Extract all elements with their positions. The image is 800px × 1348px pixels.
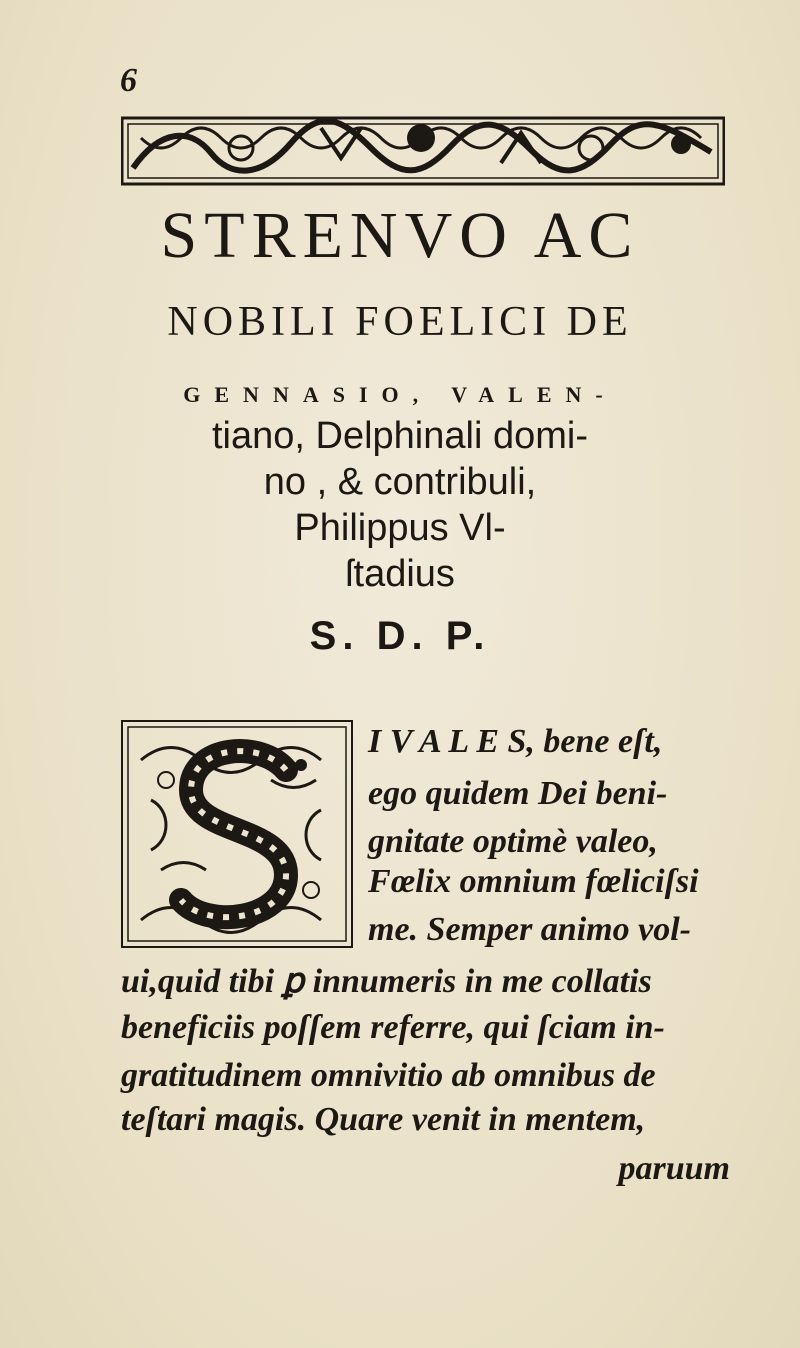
dedication-line-3: Philippus Vl-	[294, 507, 506, 549]
title-line-1: STRENVO AC	[160, 199, 640, 272]
body-line-8: gratitudinem omnivitio ab omnibus de	[121, 1057, 656, 1094]
body-line-1: I V A L E S, bene eſt,	[368, 723, 663, 760]
body-line-5: me. Semper animo vol-	[368, 911, 691, 948]
body-line-4: Fœlix omnium fœliciſsi	[368, 863, 699, 900]
ornamental-headpiece-icon	[121, 108, 725, 186]
title-line-3: GENNASIO, VALEN-	[183, 382, 617, 407]
title-line-2: NOBILI FOELICI DE	[167, 299, 633, 345]
body-line-3: gnitate optimè valeo,	[368, 823, 658, 860]
dedication-line-1: tiano, Delphinali domi-	[212, 415, 588, 457]
body-line-6: ui,quid tibi ꝑ innumeris in me collatis	[121, 963, 652, 1000]
body-line-2: ego quidem Dei beni-	[368, 775, 668, 812]
dedication-line-2: no , & contribuli,	[263, 461, 537, 503]
salutation: S. D. P.	[309, 614, 491, 658]
dedication-line-4: ſtadius	[345, 553, 455, 595]
body-line-7: beneficiis poſſem referre, qui ſciam in-	[121, 1009, 665, 1046]
body-line-9: teſtari magis. Quare venit in mentem,	[121, 1101, 646, 1138]
decorated-initial-s-icon	[121, 720, 353, 948]
catchword: paruum	[618, 1150, 730, 1187]
page-number: 6	[120, 62, 137, 99]
